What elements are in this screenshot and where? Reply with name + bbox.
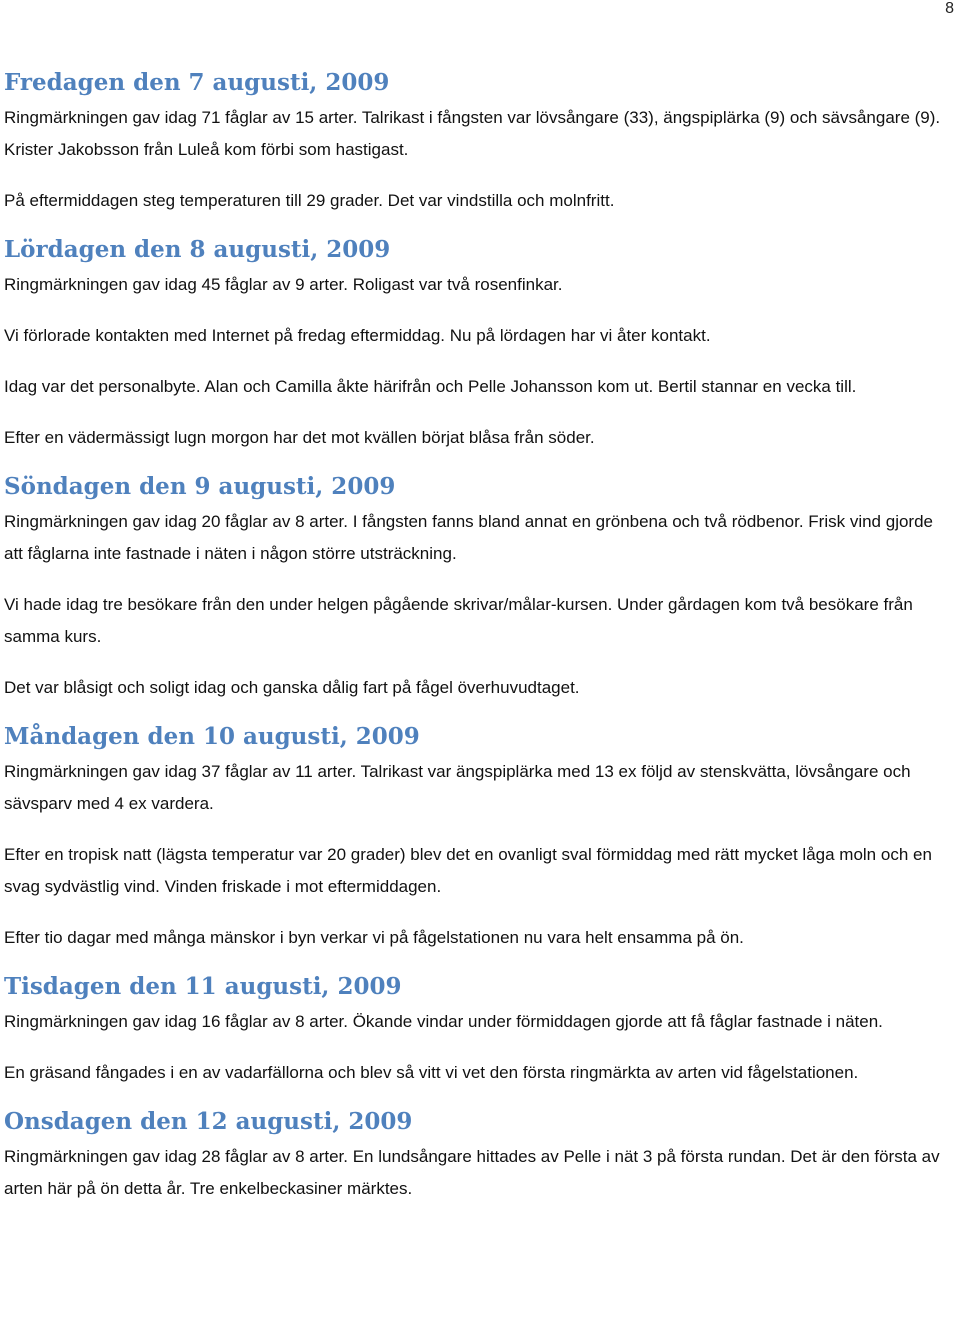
entry-paragraph: Efter en vädermässigt lugn morgon har det mot kvällen börjat blåsa från söder.: [4, 428, 595, 447]
entry-heading: Onsdagen den 12 augusti, 2009: [4, 1108, 413, 1135]
diary-entry: [4, 66, 954, 217]
diary-entry: [4, 720, 954, 954]
entry-paragraph: Ringmärkningen gav idag 20 fåglar av 8 arter. I fångsten fanns bland annat en grönbena och två rödbenor. Frisk vind gjorde att fåglarna inte fastnade i näten i någon större utsträckning.: [4, 512, 933, 563]
entry-heading: Fredagen den 7 augusti, 2009: [4, 69, 390, 96]
diary-entry: [4, 233, 954, 454]
entry-paragraph: Efter tio dagar med många mänskor i byn verkar vi på fågelstationen nu vara helt ensamma på ön.: [4, 928, 744, 947]
entry-paragraph: Vi förlorade kontakten med Internet på fredag eftermiddag. Nu på lördagen har vi åter kontakt.: [4, 326, 711, 345]
entry-paragraph: Idag var det personalbyte. Alan och Camilla åkte härifrån och Pelle Johansson kom ut. Bertil stannar en vecka till.: [4, 377, 857, 396]
entry-paragraph: Ringmärkningen gav idag 28 fåglar av 8 arter. En lundsångare hittades av Pelle i nät 3 på första rundan. Det är den första av arten här på ön detta år. Tre enkelbeckasiner märktes.: [4, 1147, 940, 1198]
entry-heading: Söndagen den 9 augusti, 2009: [4, 473, 396, 500]
page-number: 8: [945, 0, 954, 17]
entry-paragraph: Ringmärkningen gav idag 37 fåglar av 11 arter. Talrikast var ängspiplärka med 13 ex följd av stenskvätta, lövsångare och sävsparv med 4 ex vardera.: [4, 762, 911, 813]
entry-paragraph: Ringmärkningen gav idag 71 fåglar av 15 arter. Talrikast i fångsten var lövsångare (33), ängspiplärka (9) och sävsångare (9). Krister Jakobsson från Luleå kom förbi som hastigast.: [4, 108, 941, 159]
diary-entry: [4, 1105, 954, 1205]
entry-paragraph: Vi hade idag tre besökare från den under helgen pågående skrivar/målar-kursen. Under gårdagen kom två besökare från samma kurs.: [4, 595, 913, 646]
entry-heading: Lördagen den 8 augusti, 2009: [4, 236, 391, 263]
entry-paragraph: En gräsand fångades i en av vadarfällorna och blev så vitt vi vet den första ringmärkta av arten vid fågelstationen.: [4, 1063, 859, 1082]
entry-paragraph: Ringmärkningen gav idag 16 fåglar av 8 arter. Ökande vindar under förmiddagen gjorde att få fåglar fastnade i näten.: [4, 1012, 883, 1031]
diary-entry: [4, 970, 954, 1089]
entry-paragraph: Ringmärkningen gav idag 45 fåglar av 9 arter. Roligast var två rosenfinkar.: [4, 275, 563, 294]
entry-heading: Måndagen den 10 augusti, 2009: [4, 723, 420, 750]
diary-entry: [4, 470, 954, 704]
diary-content: [4, 66, 954, 1224]
entry-paragraph: På eftermiddagen steg temperaturen till 29 grader. Det var vindstilla och molnfritt.: [4, 191, 615, 210]
entry-paragraph: Efter en tropisk natt (lägsta temperatur var 20 grader) blev det en ovanligt sval förmiddag med rätt mycket låga moln och en svag sydvästlig vind. Vinden friskade i mot eftermiddagen.: [4, 845, 932, 896]
entry-heading: Tisdagen den 11 augusti, 2009: [4, 973, 402, 1000]
entry-paragraph: Det var blåsigt och soligt idag och ganska dålig fart på fågel överhuvudtaget.: [4, 678, 580, 697]
